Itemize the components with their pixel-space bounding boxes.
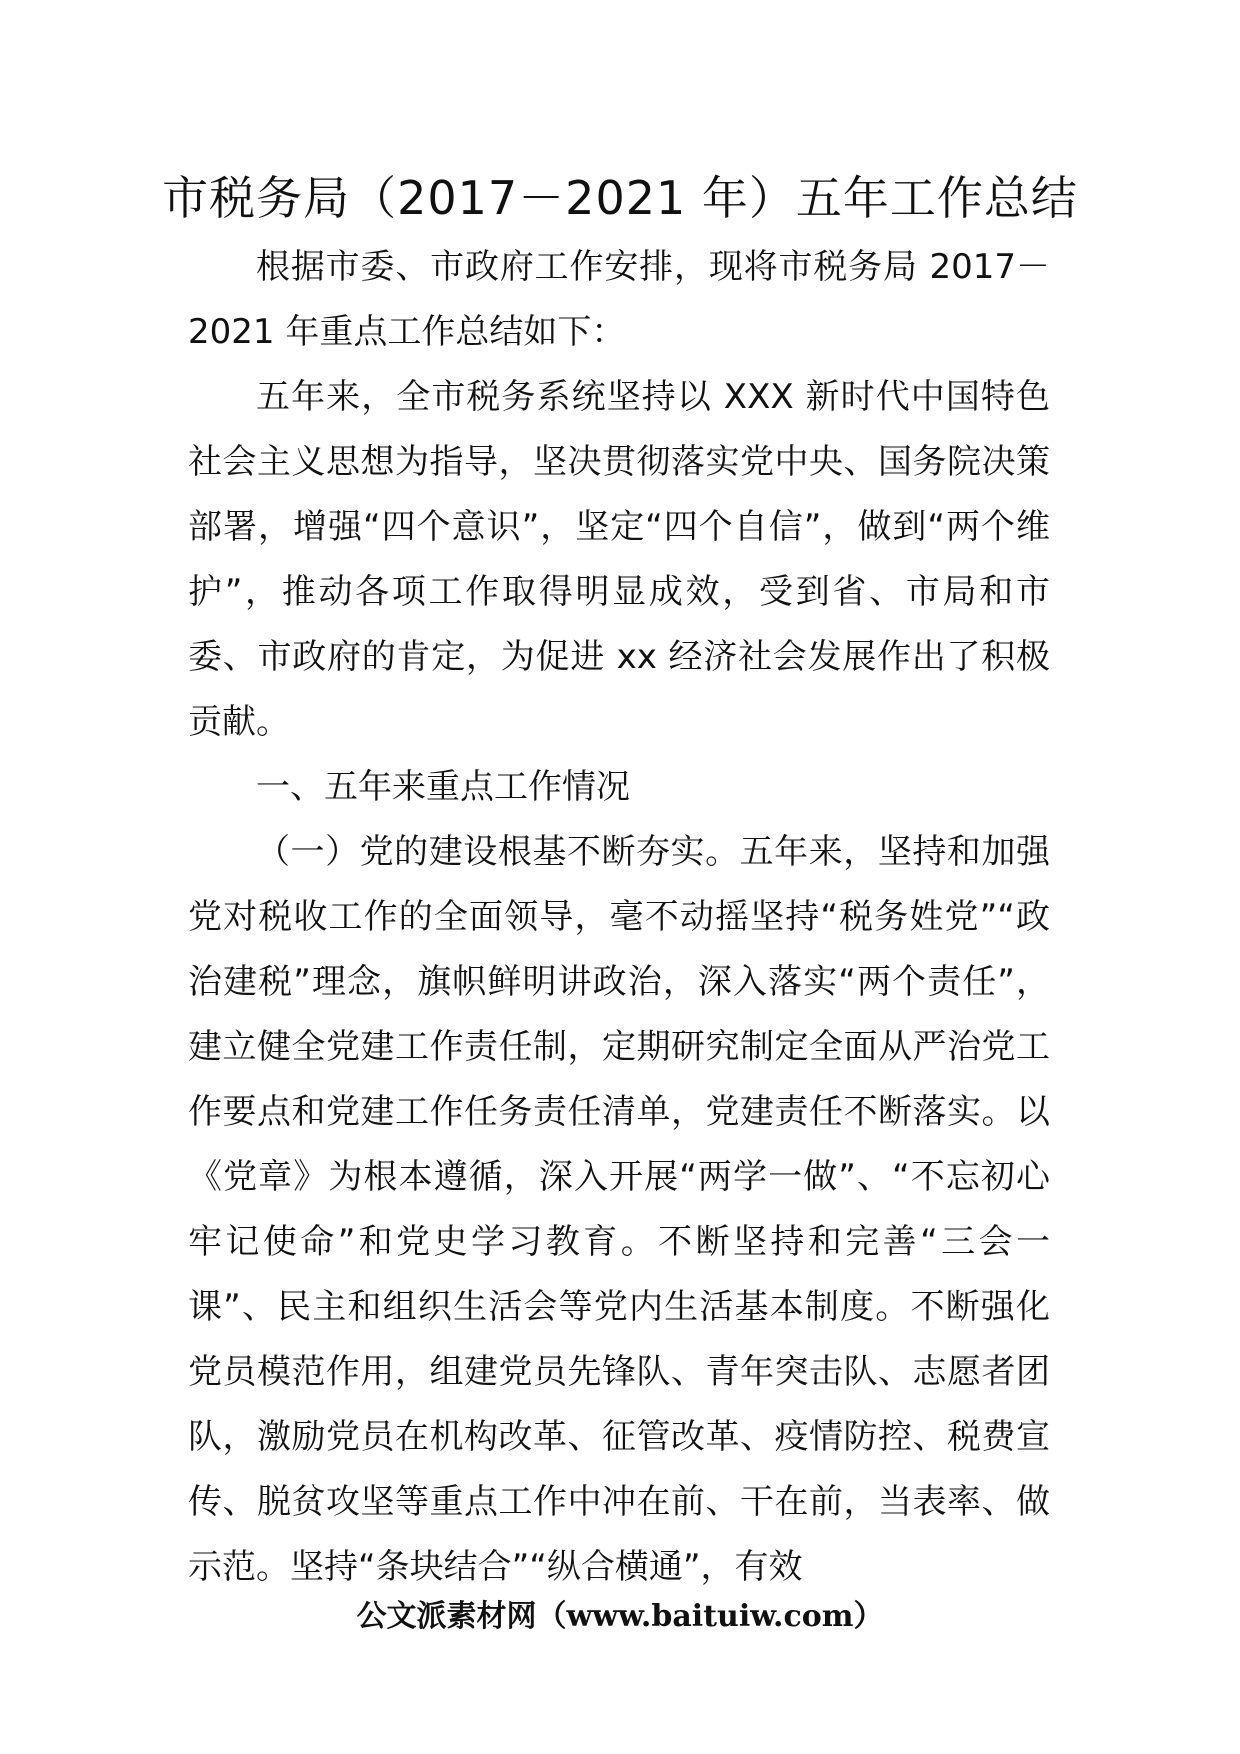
intro-paragraph: 根据市委、市政府工作安排，现将市税务局 2017－2021 年重点工作总结如下： xyxy=(188,247,1050,352)
document-title: 市税务局（2017－2021 年）五年工作总结 xyxy=(162,171,1078,225)
party-building-paragraph: （一）党的建设根基不断夯实。五年来，坚持和加强党对税收工作的全面领导，毫不动摇坚持“税务姓党”“政治建税”理念，旗帜鲜明讲政治，深入落实“两个责任”，建立健全党建工作责任制，定期研究制定全面从严治党工作要点和党建工作任务责任清单，党建责任不断落实。以《党章》为根本遵循，深入开展“两学一做”、“不忘初心牢记使命”和党史学习教育。不断坚持和完善“三会一课”、民主和组织生活会等党内生活基本制度。不断强化党员模范作用，组建党员先锋队、青年突击队、志愿者团队，激励党员在机构改革、征管改革、疫情防控、税费宣传、脱贫攻坚等重点工作中冲在前、干在前，当表率、做示范。坚持“条块结合”“纵合横通”，有效 xyxy=(188,832,1050,1587)
overview-paragraph: 五年来，全市税务系统坚持以 XXX 新时代中国特色社会主义思想为指导，坚决贯彻落实党中央、国务院决策部署，增强“四个意识”，坚定“四个自信”，做到“两个维护”，推动各项工作取得明显成效，受到省、市局和市委、市政府的肯定，为促进 xx 经济社会发展作出了积极贡献。 xyxy=(188,377,1050,742)
section-heading: 一、五年来重点工作情况 xyxy=(256,767,630,807)
watermark-footer: 公文派素材网（www.baituiw.com） xyxy=(356,1599,884,1634)
document-body xyxy=(188,235,1050,1600)
